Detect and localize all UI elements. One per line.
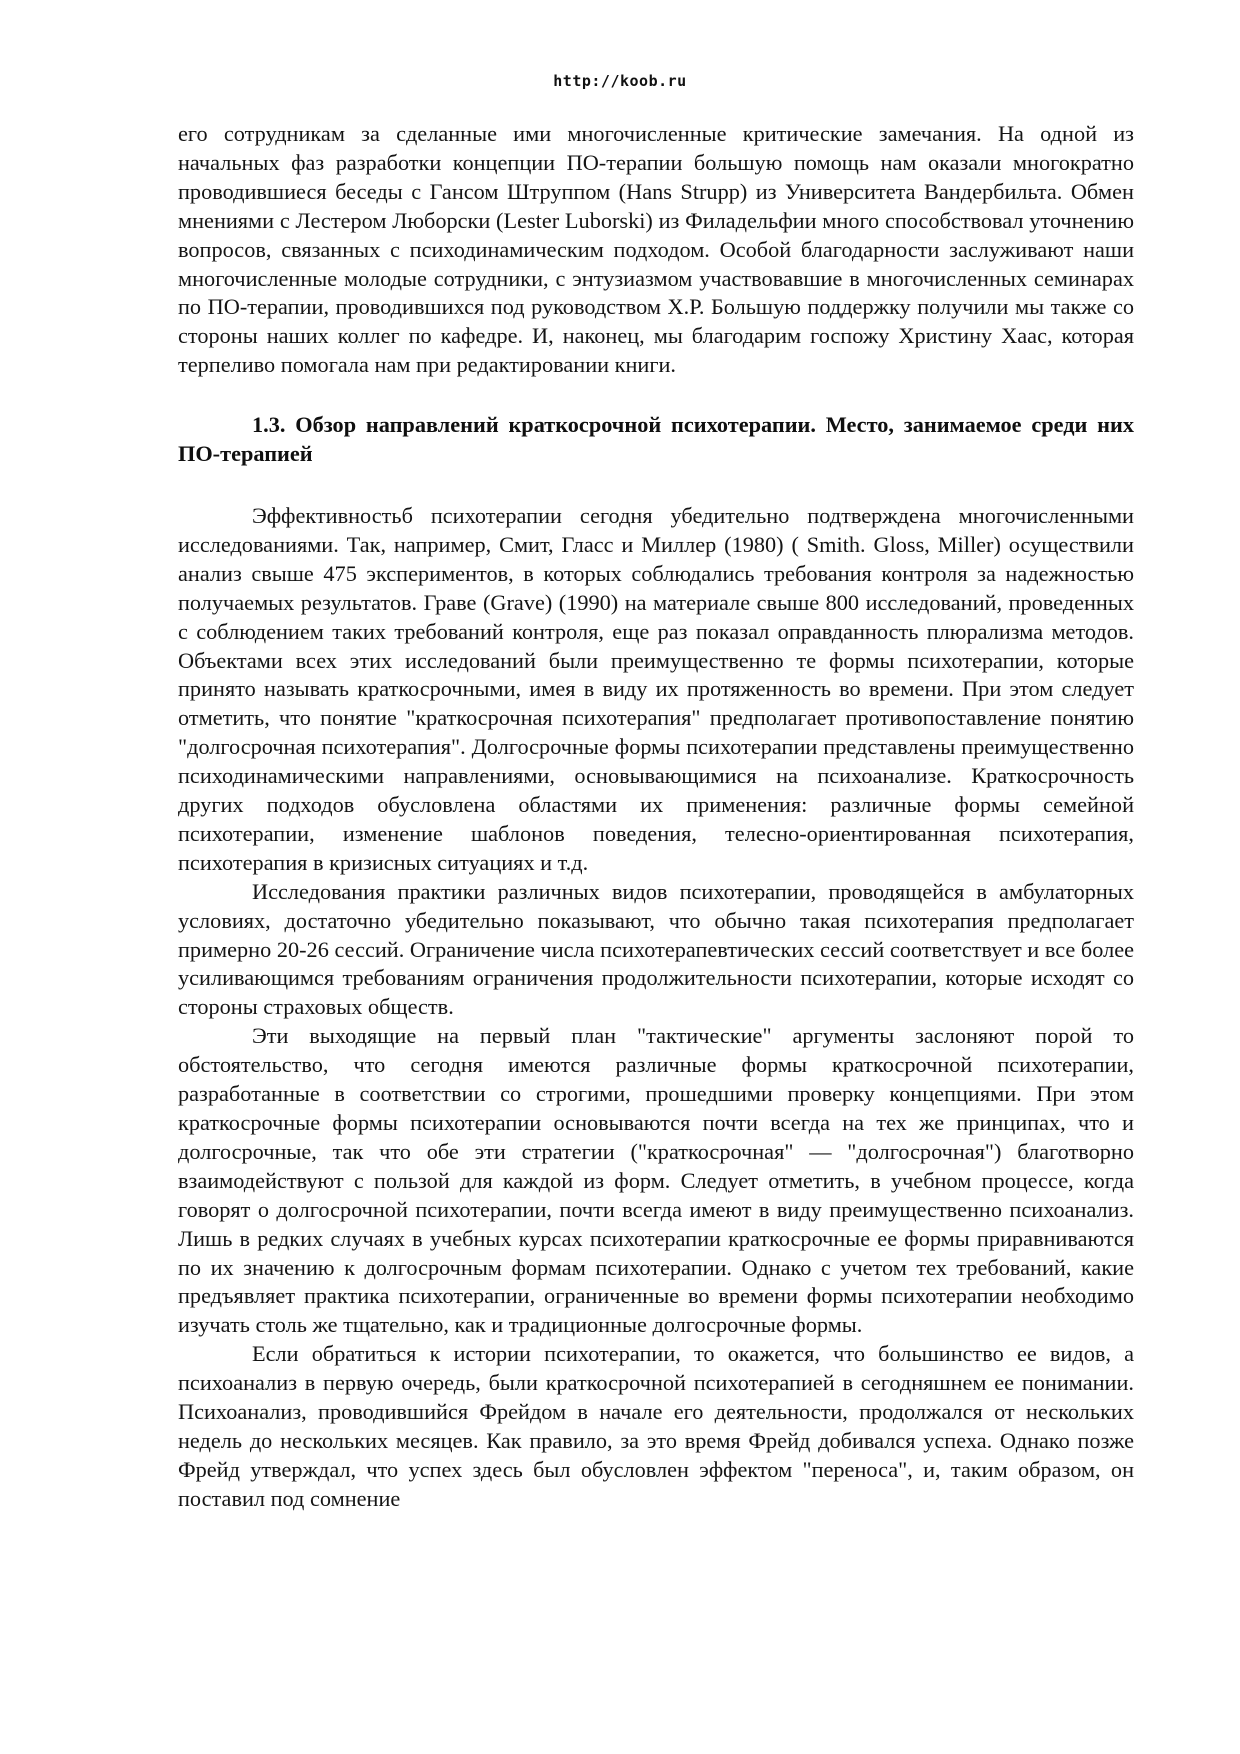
body-paragraph-2: Исследования практики различных видов психотерапии, проводящейся в амбулаторных условиях, достаточно убедительно показывают, что обычно такая психотерапия предполагает примерно 20-26 сессий. Ограничение числа психотерапевтических сессий соответствует и все более усиливающимся требованиям ограничения продолжительности психотерапии, которые исходят со стороны страховых обществ. <box>178 878 1134 1020</box>
section-heading: 1.3. Обзор направлений краткосрочной психотерапии. Место, занимаемое среди них ПО-терапией <box>178 412 1134 467</box>
body-paragraph-1: Эффективностьб психотерапии сегодня убедительно подтверждена многочисленными исследованиями. Так, например, Смит, Гласс и Миллер (1980) ( Smith. Gloss, Miller) осуществили анализ свыше 475 экспериментов, в которых соблюдались требования контроля за надежностью получаемых результатов. Граве (Grave) (1990) на материале свыше 800 исследований, проведенных с соблюдением таких требований контроля, еще раз показал оправданность плюрализма методов. Объектами всех этих исследований были преимущественно те формы психотерапии, которые принято называть краткосрочными, имея в виду их протяженность во времени. При этом следует отметить, что понятие "краткосрочная психотерапия" предполагает противопоставление понятию "долгосрочная психотерапия". Долгосрочные формы психотерапии представлены преимущественно психодинамическими направлениями, основывающимися на психоанализе. Краткосрочность других подходов обусловлена областями их применения: различные формы семейной психотерапии, изменение шаблонов поведения, телесно-ориентированная психотерапия, психотерапия в кризисных ситуациях и т.д. <box>178 502 1134 875</box>
body-paragraph-4: Если обратиться к истории психотерапии, то окажется, что большинство ее видов, а психоанализ в первую очередь, были краткосрочной психотерапией в сегодняшнем ее понимании. Психоанализ, проводившийся Фрейдом в начале его деятельности, продолжался от нескольких недель до нескольких месяцев. Как правило, за это время Фрейд добивался успеха. Однако позже Фрейд утверждал, что успех здесь был обусловлен эффектом "переноса", и, таким образом, он поставил под сомнение <box>178 1341 1134 1511</box>
intro-paragraph: его сотрудникам за сделанные ими многочисленные критические замечания. На одной из начальных фаз разработки концепции ПО-терапии большую помощь нам оказали многократно проводившиеся беседы с Гансом Штруппом (Hans Strupp) из Университета Вандербильта. Обмен мнениями с Лестером Люборски (Lester Luborski) из Филадельфии много способствовал уточнению вопросов, связанных с психодинамическим подходом. Особой благодарности заслуживают наши многочисленные молодые сотрудники, с энтузиазмом участвовавшие в многочисленных семинарах по ПО-терапии, проводившихся под руководством Х.Р. Большую поддержку получили мы также со стороны наших коллег по кафедре. И, наконец, мы благодарим госпожу Христину Хаас, которая терпеливо помогала нам при редактировании книги. <box>178 121 1134 378</box>
page-content <box>178 120 1134 1514</box>
body-paragraph-3: Эти выходящие на первый план "тактические" аргументы заслоняют порой то обстоятельство, что сегодня имеются различные формы краткосрочной психотерапии, разработанные в соответствии со строгими, прошедшими проверку концепциями. При этом краткосрочные формы психотерапии основываются почти всегда на тех же принципах, что и долгосрочные, так что обе эти стратегии ("краткосрочная" — "долгосрочная") благотворно взаимодействуют с пользой для каждой из форм. Следует отметить, в учебном процессе, когда говорят о долгосрочной психотерапии, почти всегда имеют в виду преимущественно психоанализ. Лишь в редких случаях в учебных курсах психотерапии краткосрочные ее формы приравниваются по их значению к долгосрочным формам психотерапии. Однако с учетом тех требований, какие предъявляет практика психотерапии, ограниченные во времени формы психотерапии необходимо изучать столь же тщательно, как и традиционные долгосрочные формы. <box>178 1023 1134 1338</box>
page-header-url: http://koob.ru <box>553 72 687 90</box>
